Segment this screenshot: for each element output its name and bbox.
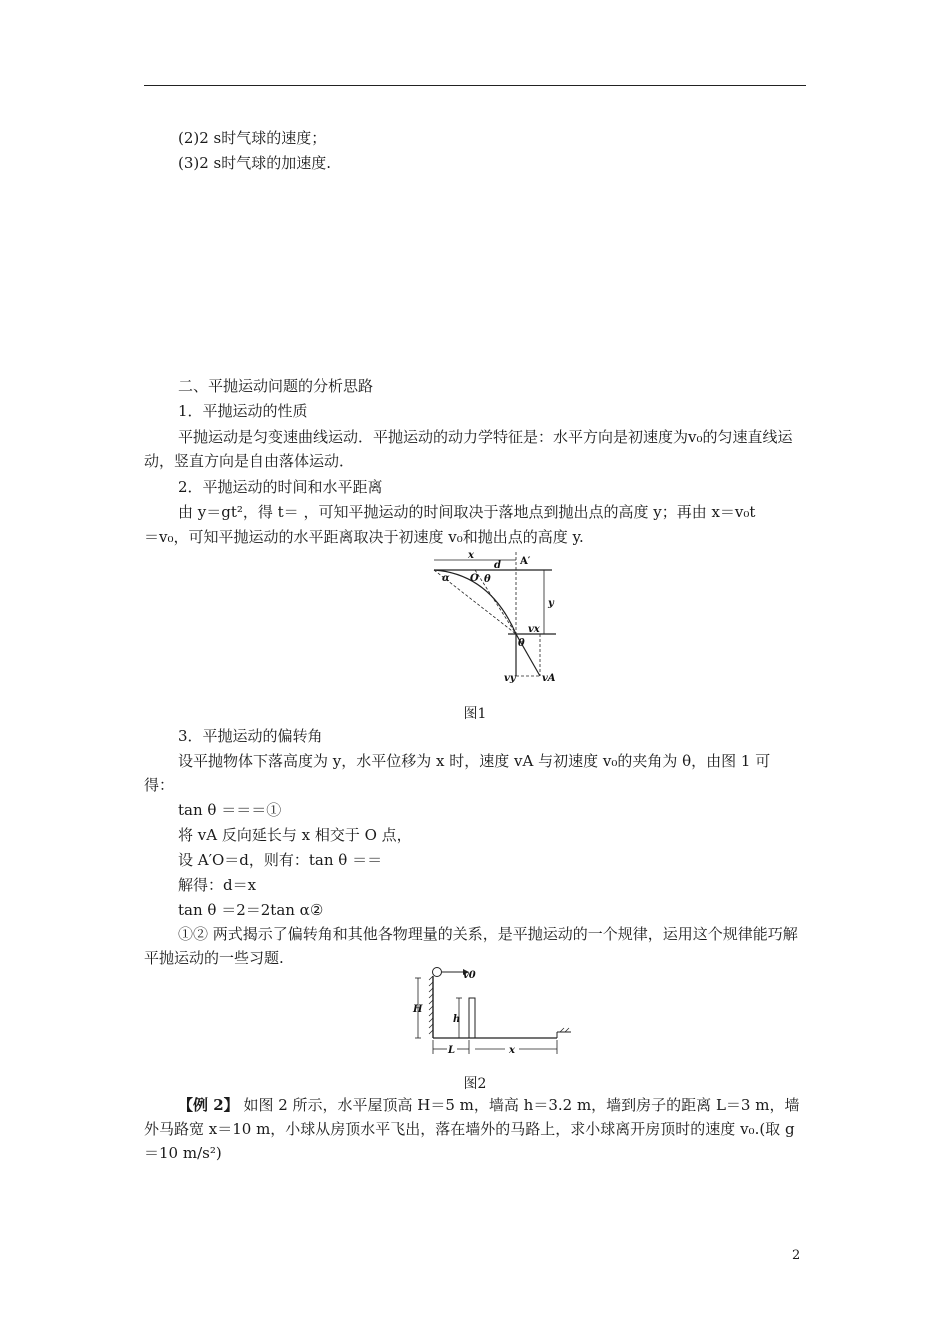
- fig1-label-theta-top: θ: [484, 574, 491, 585]
- example-2-body: 如图 2 所示，水平屋顶高 H＝5 m，墙高 h＝3.2 m，墙到房子的距离 L＝3 m，墙外马路宽 x＝10 m，小球从房顶水平飞出，落在墙外的马路上，求小球离开房顶时的速度 v₀.(取 g＝10 m/s²): [144, 1096, 800, 1162]
- fig1-label-theta-mid: θ: [518, 638, 525, 649]
- equation-4: 解得：d＝x: [178, 876, 257, 894]
- equation-2: 将 vA 反向延长与 x 相交于 O 点，: [178, 826, 412, 844]
- page-number: 2: [792, 1248, 801, 1263]
- figure-2-caption: 图2: [463, 1076, 487, 1092]
- fig1-label-alpha: α: [442, 573, 450, 584]
- example-2-tag: 【例 2】: [178, 1096, 239, 1114]
- figure-1-caption: 图1: [463, 706, 487, 722]
- fig1-label-a-prime: A′: [520, 556, 531, 567]
- subsection-3-line1: 设平抛物体下落高度为 y，水平位移为 x 时，速度 vA 与初速度 v₀的夹角为 θ，由图 1 可: [178, 752, 771, 770]
- fig2-label-v0: v0: [463, 970, 476, 981]
- conclusion-paragraph: ①② 两式揭示了偏转角和其他各物理量的关系，是平抛运动的一个规律，运用这个规律能巧解平抛运动的一些习题.: [144, 925, 798, 967]
- equation-5: tan θ ＝2＝2tan α②: [178, 901, 324, 919]
- fig1-label-va: vA: [542, 673, 556, 683]
- header-rule: [144, 85, 806, 86]
- subsection-2-line1: 由 y＝gt²，得 t＝ ，可知平抛运动的时间取决于落地点到抛出点的高度 y；再由 x＝v₀t: [178, 503, 756, 521]
- section-title: 二、平抛运动问题的分析思路: [178, 377, 374, 395]
- fig1-label-vx: vx: [528, 624, 540, 635]
- question-3: (3)2 s时气球的加速度.: [178, 154, 332, 172]
- equation-1: tan θ ＝＝＝①: [178, 801, 282, 819]
- subsection-2-line2: ＝v₀，可知平抛运动的水平距离取决于初速度 v₀和抛出点的高度 y.: [144, 528, 584, 546]
- subsection-1-body: 平抛运动是匀变速曲线运动．平抛运动的动力学特征是：水平方向是初速度为v₀的匀速直线运动，竖直方向是自由落体运动．: [144, 428, 793, 470]
- subsection-3-title: 3．平抛运动的偏转角: [178, 727, 323, 745]
- fig1-label-y: y: [548, 598, 554, 609]
- subsection-1-title: 1．平抛运动的性质: [178, 402, 308, 420]
- subsection-3-line2: 得：: [144, 776, 175, 794]
- fig1-label-x: x: [468, 550, 474, 561]
- subsection-2-title: 2．平抛运动的时间和水平距离: [178, 478, 383, 496]
- figure-1-diagram: [420, 548, 560, 683]
- figure-2-diagram: [405, 966, 580, 1060]
- equation-3: 设 A′O＝d，则有：tan θ ＝＝: [178, 851, 383, 869]
- fig1-label-o: O: [470, 573, 479, 584]
- fig2-label-L: L: [448, 1045, 456, 1056]
- fig1-label-vy: vy: [504, 673, 516, 683]
- question-2: (2)2 s时气球的速度；: [178, 129, 327, 147]
- example-2-paragraph: [144, 1093, 806, 1165]
- fig2-label-h: h: [453, 1014, 461, 1025]
- fig2-label-x: x: [509, 1045, 515, 1056]
- fig1-label-d: d: [494, 560, 501, 571]
- fig2-label-H: H: [413, 1004, 423, 1015]
